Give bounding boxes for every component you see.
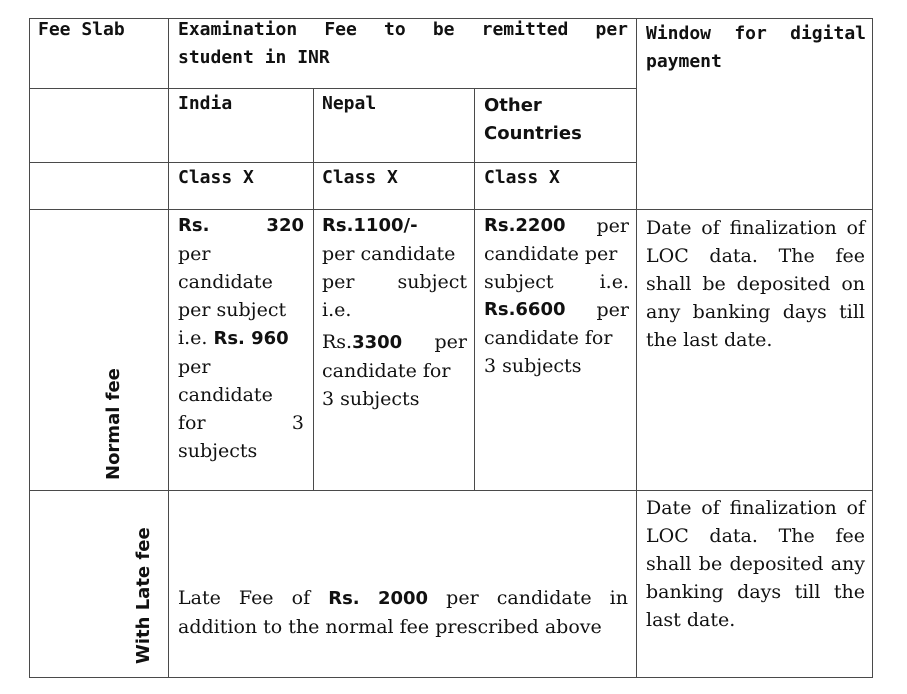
header-exam-fee: Examination Fee to be remitted per student in INR <box>178 19 628 68</box>
other-fee-cell <box>484 212 629 380</box>
row-divider <box>29 490 873 491</box>
header-fee-slab: Fee Slab <box>38 19 125 40</box>
other-per2: per <box>596 299 629 321</box>
table-border-bottom <box>29 677 873 678</box>
table-border-left <box>29 18 30 678</box>
column-divider <box>313 88 314 491</box>
india-three: 3 <box>291 412 304 434</box>
other-total: Rs.6600 <box>484 299 566 320</box>
other-line: candidate for <box>484 327 613 349</box>
country-nepal: Nepal <box>322 93 377 114</box>
late-fee-window: Date of finalization of LOC data. The fee shall be deposited any banking days till the last date. <box>646 497 865 631</box>
late-fee-line-1 <box>178 584 628 613</box>
india-amount: 320 <box>266 215 304 236</box>
normal-fee-window: Date of finalization of LOC data. The fee shall be deposited on any banking days till the last date. <box>646 217 865 351</box>
india-for: for <box>178 412 206 434</box>
other-per: per <box>596 215 629 237</box>
india-line: per <box>178 356 211 378</box>
india-ie: i.e. <box>178 327 214 349</box>
india-rs: Rs. <box>178 215 210 236</box>
other-line: 3 subjects <box>484 355 582 377</box>
late-fee-post: per candidate in <box>428 587 628 609</box>
nepal-rs: Rs. <box>322 331 353 353</box>
row-divider <box>29 88 636 89</box>
other-line: candidate per <box>484 243 618 265</box>
country-india: India <box>178 93 233 114</box>
column-divider <box>474 88 475 491</box>
india-line: per subject <box>178 299 287 321</box>
row-divider <box>29 162 636 163</box>
row-label-late-fee: With Late fee <box>133 527 154 664</box>
nepal-total: 3300 <box>352 332 403 353</box>
india-line <box>178 324 304 353</box>
other-ie: i.e. <box>599 271 629 293</box>
nepal-line: i.e. <box>322 299 352 321</box>
nepal-line: 3 subjects <box>322 388 420 410</box>
row-divider <box>29 209 873 210</box>
late-fee-amount: Rs. 2000 <box>328 588 429 609</box>
late-fee-line-2: addition to the normal fee prescribed above <box>178 616 602 638</box>
nepal-fee-cell <box>322 212 467 413</box>
other-subject: subject <box>484 271 554 293</box>
other-head: Rs.2200 <box>484 215 566 236</box>
india-total: Rs. 960 <box>213 328 289 349</box>
table-border-right <box>872 18 873 678</box>
india-line: candidate <box>178 271 273 293</box>
column-divider <box>168 18 169 678</box>
late-fee-text <box>178 584 628 641</box>
nepal-line: candidate for <box>322 360 451 382</box>
nepal-subject: subject <box>397 271 467 293</box>
india-fee-cell <box>178 212 304 465</box>
nepal-per2: per <box>434 331 467 353</box>
india-line: per <box>178 243 211 265</box>
nepal-per: per <box>322 271 355 293</box>
nepal-line: per candidate <box>322 243 456 265</box>
row-label-normal-fee: Normal fee <box>103 368 124 480</box>
class-label-nepal: Class X <box>322 167 398 188</box>
country-other: Other Countries <box>484 95 582 144</box>
column-divider <box>636 18 637 678</box>
late-fee-pre: Late Fee of <box>178 587 329 609</box>
india-line: candidate <box>178 384 273 406</box>
india-line: subjects <box>178 440 258 462</box>
class-label-india: Class X <box>178 167 254 188</box>
header-window: Window for digital payment <box>646 23 866 72</box>
class-label-other: Class X <box>484 167 560 188</box>
nepal-head: Rs.1100/- <box>322 215 418 236</box>
